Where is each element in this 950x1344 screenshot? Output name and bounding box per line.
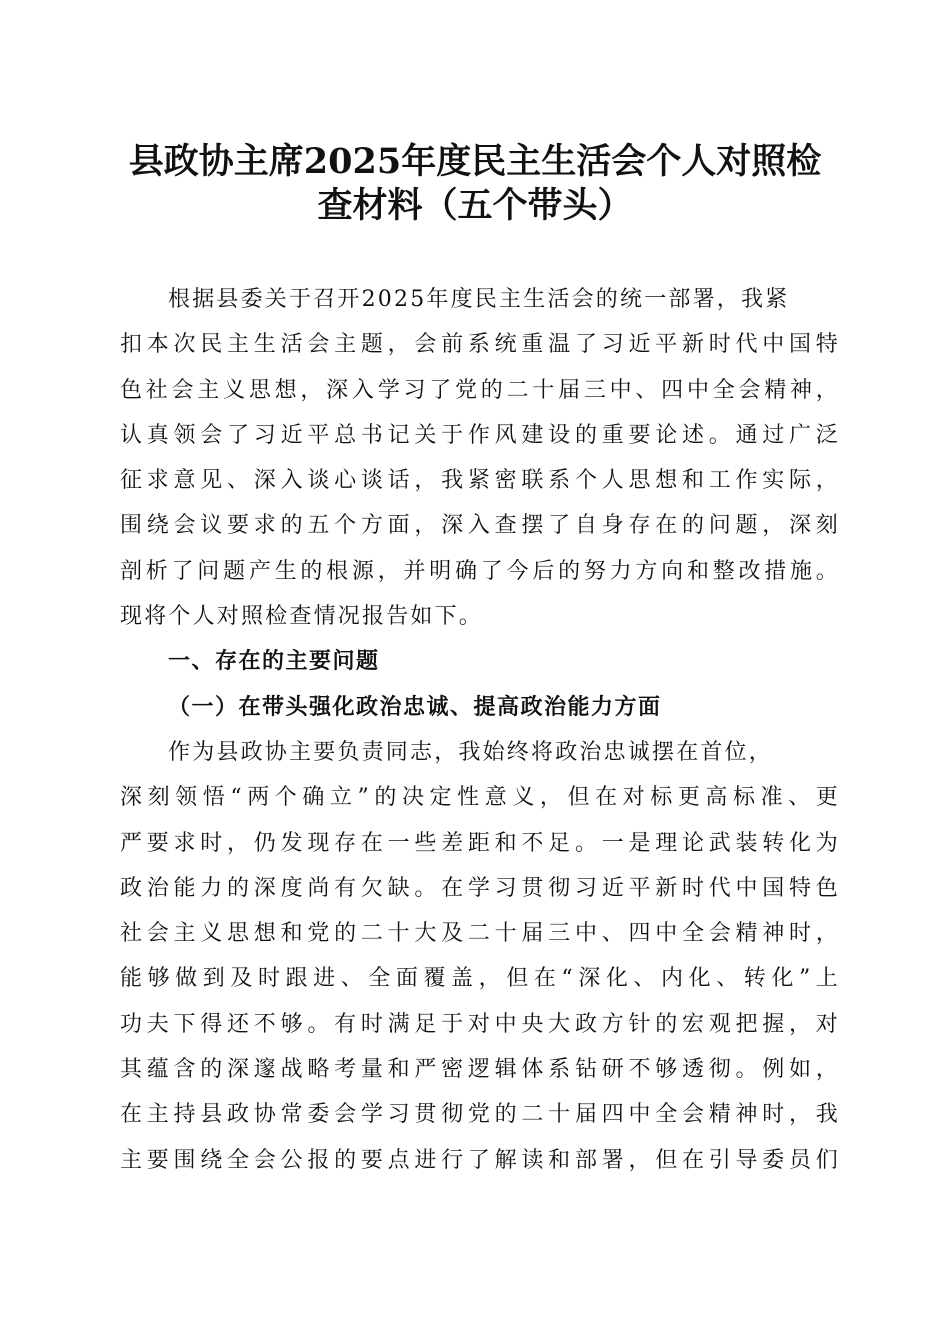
- paragraph-line: 社会主义思想和党的二十大及二十届三中、四中全会精神时，: [120, 921, 840, 947]
- document-title-line-1: 县政协主席2025年度民主生活会个人对照检: [128, 141, 822, 182]
- paragraph-line: 政治能力的深度尚有欠缺。在学习贯彻习近平新时代中国特色: [120, 875, 840, 901]
- paragraph-line: 作为县政协主要负责同志，我始终将政治忠诚摆在首位，: [168, 739, 774, 765]
- paragraph-line: 剖析了问题产生的根源，并明确了今后的努力方向和整改措施。: [120, 558, 840, 584]
- paragraph-line: 根据县委关于召开2025年度民主生活会的统一部署，我紧: [168, 287, 790, 312]
- paragraph-line: 围绕会议要求的五个方面，深入查摆了自身存在的问题，深刻: [120, 513, 840, 539]
- document-body: [120, 277, 840, 1183]
- document-title-line-2: 查材料（五个带头）: [317, 185, 633, 226]
- paragraph-line: 严要求时，仍发现存在一些差距和不足。一是理论武装转化为: [120, 830, 840, 856]
- paragraph-line: 深刻领悟“两个确立”的决定性意义，但在对标更高标准、更: [120, 785, 840, 811]
- paragraph-line: 色社会主义思想，深入学习了党的二十届三中、四中全会精神，: [120, 377, 840, 403]
- paragraph-line: 在主持县政协常委会学习贯彻党的二十届四中全会精神时，我: [120, 1102, 840, 1128]
- section-heading: 一、存在的主要问题: [168, 649, 380, 675]
- paragraph-line: 现将个人对照检查情况报告如下。: [120, 604, 484, 630]
- paragraph-line: 认真领会了习近平总书记关于作风建设的重要论述。通过广泛: [120, 422, 840, 448]
- subsection-heading: （一）在带头强化政治忠诚、提高政治能力方面: [168, 693, 662, 720]
- paragraph-line: 征求意见、深入谈心谈话，我紧密联系个人思想和工作实际，: [120, 468, 840, 494]
- paragraph-line: 主要围绕全会公报的要点进行了解读和部署，但在引导委员们: [120, 1147, 840, 1173]
- paragraph-line: 扣本次民主生活会主题，会前系统重温了习近平新时代中国特: [120, 332, 840, 358]
- paragraph-line: 功夫下得还不够。有时满足于对中央大政方针的宏观把握，对: [120, 1011, 840, 1037]
- paragraph-line: 能够做到及时跟进、全面覆盖，但在“深化、内化、转化”上: [120, 966, 840, 992]
- paragraph-line: 其蕴含的深邃战略考量和严密逻辑体系钻研不够透彻。例如，: [120, 1057, 840, 1083]
